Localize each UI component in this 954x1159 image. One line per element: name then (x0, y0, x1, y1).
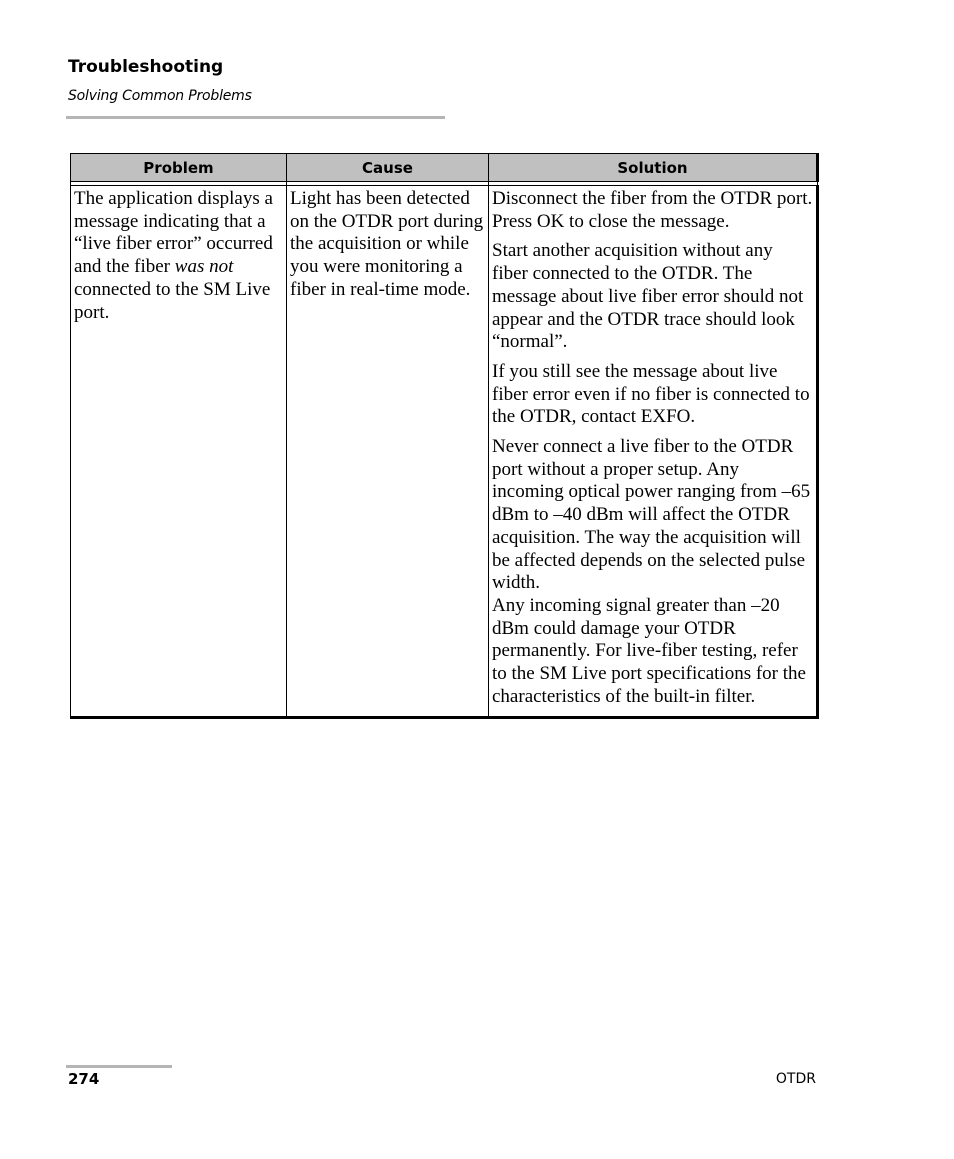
section-title: Troubleshooting (68, 57, 224, 77)
solution-paragraph: Start another acquisition without any fiber connected to the OTDR. The message about live fiber error should not appear and the OTDR trace should look “normal”. (492, 240, 804, 353)
solution-paragraph: Disconnect the fiber from the OTDR port. Press OK to close the message. (492, 188, 813, 232)
cause-cell: Light has been detected on the OTDR port during the acquisition or while you were monitoring a fiber in real-time mode. (287, 186, 489, 718)
column-header-cause: Cause (287, 154, 489, 182)
footer-divider (66, 1065, 172, 1068)
problem-cell: The application displays a message indicating that a “live fiber error” occurred and the fiber was not connected to the SM Live port. (71, 186, 287, 718)
section-subtitle: Solving Common Problems (68, 88, 252, 104)
header-divider (66, 116, 445, 119)
solution-paragraph: Never connect a live fiber to the OTDR port without a proper setup. Any incoming optical power ranging from –65 dBm to –40 dBm will affect the OTDR acquisition. The way the acquisition will be affected depends on the selected pulse width. (492, 436, 811, 594)
table-row (71, 186, 818, 718)
product-name: OTDR (775, 1071, 816, 1087)
solution-paragraph: If you still see the message about live fiber error even if no fiber is connected to the OTDR, contact EXFO. (492, 360, 810, 428)
column-header-solution: Solution (489, 154, 818, 182)
column-header-problem: Problem (71, 154, 287, 182)
problem-emphasis: was not (174, 256, 234, 278)
solution-cell (489, 186, 818, 718)
troubleshooting-table (70, 153, 819, 719)
solution-paragraph: Any incoming signal greater than –20 dBm could damage your OTDR permanently. For live-fiber testing, refer to the SM Live port specifications for the characteristics of the built-in filter. (492, 594, 806, 707)
page-number: 274 (68, 1070, 100, 1088)
